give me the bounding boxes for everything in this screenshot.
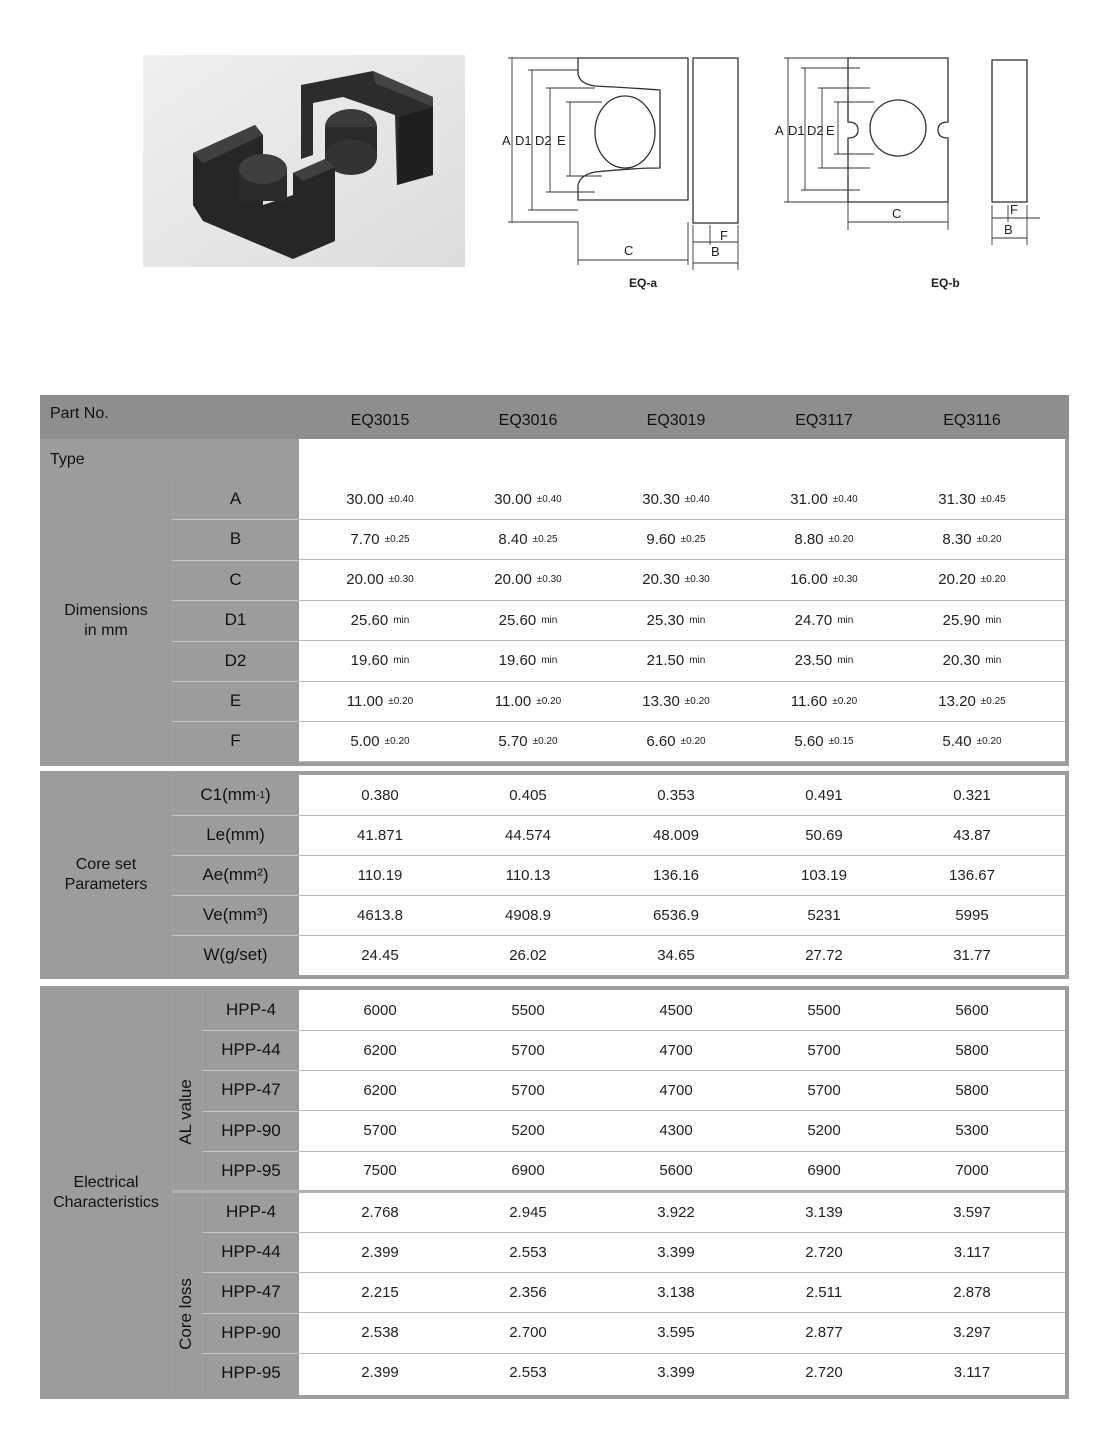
- core-row-label: W(g/set): [203, 945, 268, 964]
- loss-row-label: HPP-4: [225, 1202, 277, 1221]
- dim-value: 23.50: [794, 652, 833, 670]
- part-header-1: EQ3016: [498, 412, 558, 429]
- eq-b-drawing: [770, 50, 1050, 250]
- dim-label-b-b: B: [1004, 222, 1013, 237]
- dim-tolerance: ±0.40: [832, 493, 858, 505]
- dim-value: 5.40: [942, 732, 972, 750]
- al-value-cell: 5700: [807, 1041, 841, 1059]
- dim-value-cell: [764, 721, 884, 761]
- dim-label-f: F: [720, 228, 728, 243]
- core-row-label: Le(mm): [206, 825, 265, 844]
- core-value-cell: 0.321: [953, 786, 991, 804]
- al-row-label: HPP-90: [221, 1120, 281, 1140]
- dim-value: 16.00: [790, 571, 828, 589]
- dim-value: 11.00: [494, 692, 532, 710]
- al-value-cell: 4700: [659, 1081, 693, 1099]
- dim-tolerance: ±0.20: [828, 533, 854, 545]
- dim-tolerance: min: [393, 655, 410, 667]
- dim-value: 11.60: [790, 692, 828, 710]
- part-header-2: EQ3019: [646, 412, 706, 429]
- dim-label-d2-b: D2: [807, 123, 824, 138]
- dim-value-cell: [468, 600, 588, 640]
- dim-label-e: E: [557, 133, 566, 148]
- dim-tolerance: ±0.20: [980, 574, 1006, 586]
- dim-label-f-b: F: [1010, 202, 1018, 217]
- loss-value-cell: 3.139: [805, 1203, 843, 1221]
- al-value-cell: 6900: [807, 1162, 841, 1180]
- al-value-label: AL value: [176, 1079, 195, 1145]
- loss-value-cell: 2.945: [509, 1203, 547, 1221]
- dim-value-cell: [764, 519, 884, 559]
- dim-value: 21.50: [646, 652, 685, 670]
- core-value-cell: 31.77: [953, 946, 991, 964]
- al-value-cell: 7500: [363, 1162, 397, 1180]
- loss-row-label: HPP-47: [221, 1282, 281, 1302]
- al-value-cell: 5800: [955, 1081, 989, 1099]
- dim-label-d1-b: D1: [788, 123, 805, 138]
- part-no-label: Part No.: [50, 405, 109, 422]
- dim-value: 8.30: [942, 530, 972, 548]
- dim-tolerance: min: [837, 655, 854, 667]
- dim-tolerance: ±0.20: [536, 695, 562, 707]
- loss-value-cell: 2.356: [509, 1283, 547, 1301]
- dim-tolerance: min: [541, 614, 558, 626]
- dim-value-cell: [468, 681, 588, 721]
- dim-value-cell: [912, 600, 1032, 640]
- dim-value-cell: [764, 681, 884, 721]
- al-value-cell: 4300: [659, 1122, 693, 1140]
- loss-value-cell: 3.138: [657, 1283, 695, 1301]
- dim-tolerance: min: [541, 655, 558, 667]
- loss-value-cell: 2.700: [509, 1324, 547, 1342]
- al-value-cell: 5500: [807, 1001, 841, 1019]
- dim-tolerance: ±0.20: [384, 735, 410, 747]
- dim-value: 8.40: [498, 530, 528, 548]
- loss-value-cell: 3.399: [657, 1364, 695, 1382]
- dim-label-c: C: [624, 243, 634, 258]
- dim-row-label: B: [229, 529, 242, 549]
- dim-value: 31.00: [790, 490, 828, 508]
- dim-tolerance: min: [689, 655, 706, 667]
- dim-tolerance: ±0.40: [536, 493, 562, 505]
- core-row-label: Ae(mm²): [202, 865, 269, 884]
- dim-tolerance: ±0.30: [388, 574, 414, 586]
- loss-row-label: HPP-90: [221, 1322, 281, 1342]
- dim-tolerance: min: [689, 614, 706, 626]
- al-row-label: HPP-47: [221, 1080, 281, 1100]
- loss-value-cell: 2.878: [953, 1283, 991, 1301]
- loss-value-cell: 2.768: [361, 1203, 399, 1221]
- dim-value-cell: [320, 641, 440, 681]
- dim-value-cell: [912, 681, 1032, 721]
- loss-value-cell: 2.511: [805, 1283, 843, 1301]
- core-value-cell: 110.13: [505, 866, 551, 884]
- core-value-cell: 26.02: [509, 946, 547, 964]
- dim-tolerance: ±0.20: [680, 735, 706, 747]
- dim-value: 19.60: [350, 652, 389, 670]
- al-value-cell: 5600: [659, 1162, 693, 1180]
- dim-tolerance: min: [985, 655, 1002, 667]
- dim-value-cell: [320, 560, 440, 600]
- dim-value: 20.30: [942, 652, 981, 670]
- dim-value-cell: [764, 479, 884, 519]
- dim-tolerance: ±0.20: [976, 533, 1002, 545]
- electrical-table: [40, 986, 1069, 1399]
- core-set-table: [40, 771, 1069, 979]
- dim-value-cell: [764, 641, 884, 681]
- al-value-cell: 6200: [363, 1041, 397, 1059]
- dim-value: 20.30: [642, 571, 680, 589]
- loss-value-cell: 3.117: [953, 1364, 991, 1382]
- core-value-cell: 103.19: [801, 866, 847, 884]
- dim-value: 9.60: [646, 530, 676, 548]
- dim-row-label: C: [229, 569, 242, 589]
- dim-value: 25.60: [498, 611, 537, 629]
- core-value-cell: 5231: [807, 906, 841, 924]
- al-value-cell: 5700: [511, 1041, 545, 1059]
- dim-tolerance: ±0.20: [684, 695, 710, 707]
- dim-tolerance: ±0.40: [684, 493, 710, 505]
- dim-tolerance: ±0.25: [680, 533, 706, 545]
- core-value-cell: 0.405: [509, 786, 547, 804]
- dim-value: 5.00: [350, 732, 380, 750]
- dim-value-cell: [616, 560, 736, 600]
- dim-value: 13.30: [642, 692, 680, 710]
- loss-row-label: HPP-95: [221, 1362, 281, 1382]
- core-value-cell: 44.574: [505, 826, 551, 844]
- core-value-cell: 4613.8: [357, 906, 403, 924]
- dimensions-table: [40, 395, 1069, 766]
- type-label: Type: [50, 451, 85, 468]
- dim-value: 6.60: [646, 732, 676, 750]
- dim-value: 25.30: [646, 611, 685, 629]
- loss-value-cell: 2.553: [509, 1364, 547, 1382]
- core-value-cell: 24.45: [361, 946, 399, 964]
- dim-label-d1: D1: [515, 133, 532, 148]
- dim-tolerance: ±0.20: [532, 735, 558, 747]
- al-value-cell: 5700: [807, 1081, 841, 1099]
- eq-a-label: EQ-a: [629, 276, 658, 290]
- al-value-cell: 6200: [363, 1081, 397, 1099]
- dim-tolerance: ±0.15: [828, 735, 854, 747]
- dim-value-cell: [616, 479, 736, 519]
- dim-value: 8.80: [794, 530, 824, 548]
- dim-tolerance: ±0.25: [384, 533, 410, 545]
- dim-value-cell: [320, 519, 440, 559]
- dim-tolerance: ±0.25: [980, 695, 1006, 707]
- core-row-label: Ve(mm³): [202, 905, 269, 924]
- dim-value-cell: [912, 560, 1032, 600]
- core-value-cell: 136.67: [949, 866, 995, 884]
- dim-value: 30.30: [642, 490, 680, 508]
- dim-label-d2: D2: [535, 133, 552, 148]
- al-value-cell: 4500: [659, 1001, 693, 1019]
- dim-value-cell: [764, 560, 884, 600]
- al-value-cell: 5700: [363, 1122, 397, 1140]
- dim-tolerance: ±0.40: [388, 493, 414, 505]
- al-row-label: HPP-4: [225, 1000, 277, 1019]
- al-value-cell: 5300: [955, 1122, 989, 1140]
- core-value-cell: 6536.9: [653, 906, 699, 924]
- dim-value: 19.60: [498, 652, 537, 670]
- dim-value-cell: [468, 560, 588, 600]
- dim-value-cell: [320, 681, 440, 721]
- loss-value-cell: 2.538: [361, 1324, 399, 1342]
- dim-value-cell: [912, 519, 1032, 559]
- core-value-cell: 48.009: [653, 826, 699, 844]
- core-value-cell: 0.491: [805, 786, 843, 804]
- electrical-group-label: Electrical Characteristics: [53, 1173, 159, 1211]
- dim-value-cell: [468, 721, 588, 761]
- dim-row-label: D1: [224, 610, 247, 630]
- dim-label-e-b: E: [826, 123, 835, 138]
- loss-value-cell: 2.399: [361, 1243, 399, 1261]
- dim-tolerance: ±0.30: [832, 574, 858, 586]
- dim-value-cell: [912, 479, 1032, 519]
- al-value-cell: 5800: [955, 1041, 989, 1059]
- dim-value-cell: [468, 519, 588, 559]
- dim-label-c-b: C: [892, 206, 902, 221]
- core-value-cell: 27.72: [805, 946, 843, 964]
- dim-value: 13.20: [938, 692, 976, 710]
- part-header-0: EQ3015: [350, 412, 410, 429]
- core-value-cell: 110.19: [357, 866, 403, 884]
- dim-value: 31.30: [938, 490, 976, 508]
- dim-row-label: A: [229, 489, 242, 508]
- dim-tolerance: ±0.20: [388, 695, 414, 707]
- dim-value: 20.00: [494, 571, 532, 589]
- dim-tolerance: ±0.45: [980, 493, 1006, 505]
- dim-value: 30.00: [494, 490, 532, 508]
- dim-value-cell: [468, 641, 588, 681]
- ferrite-core-photo: [143, 55, 465, 267]
- dim-value: 20.00: [346, 571, 384, 589]
- eq-a-drawing: [500, 50, 750, 300]
- dim-value-cell: [320, 600, 440, 640]
- dim-tolerance: min: [985, 614, 1002, 626]
- al-value-cell: 6900: [511, 1162, 545, 1180]
- dim-value: 5.70: [498, 732, 528, 750]
- loss-value-cell: 3.922: [657, 1203, 695, 1221]
- al-value-cell: 4700: [659, 1041, 693, 1059]
- dim-tolerance: ±0.25: [532, 533, 558, 545]
- loss-value-cell: 3.117: [953, 1243, 991, 1261]
- core-value-cell: 41.871: [357, 826, 403, 844]
- eq-b-label: EQ-b: [931, 276, 960, 290]
- dim-tolerance: min: [837, 614, 854, 626]
- core-value-cell: 136.16: [653, 866, 699, 884]
- loss-value-cell: 3.597: [953, 1203, 991, 1221]
- loss-value-cell: 2.877: [805, 1324, 843, 1342]
- core-value-cell: 4908.9: [505, 906, 551, 924]
- core-loss-label: Core loss: [176, 1278, 195, 1350]
- dimensions-group-label: Dimensions in mm: [64, 601, 148, 639]
- dim-row-label: E: [229, 691, 242, 710]
- al-value-cell: 5200: [511, 1122, 545, 1140]
- dim-value-cell: [912, 721, 1032, 761]
- al-value-cell: 5600: [955, 1001, 989, 1019]
- dim-value: 11.00: [346, 692, 384, 710]
- dim-value: 30.00: [346, 490, 384, 508]
- dim-tolerance: ±0.30: [536, 574, 562, 586]
- loss-value-cell: 3.297: [953, 1324, 991, 1342]
- dim-value: 7.70: [350, 530, 380, 548]
- core-row-label: C1(mm -1 ): [200, 785, 271, 804]
- dim-value-cell: [616, 600, 736, 640]
- core-value-cell: 0.380: [361, 786, 399, 804]
- loss-value-cell: 2.553: [509, 1243, 547, 1261]
- part-header-4: EQ3116: [943, 412, 1001, 429]
- dim-value-cell: [616, 681, 736, 721]
- dim-tolerance: ±0.20: [976, 735, 1002, 747]
- dim-label-a-b: A: [775, 123, 784, 138]
- dim-value: 25.90: [942, 611, 981, 629]
- dim-value-cell: [320, 721, 440, 761]
- al-value-cell: 5700: [511, 1081, 545, 1099]
- loss-value-cell: 3.399: [657, 1243, 695, 1261]
- dim-value-cell: [320, 479, 440, 519]
- dim-tolerance: ±0.20: [832, 695, 858, 707]
- core-value-cell: 50.69: [805, 826, 843, 844]
- al-value-cell: 5500: [511, 1001, 545, 1019]
- loss-value-cell: 2.399: [361, 1364, 399, 1382]
- dim-value: 5.60: [794, 732, 824, 750]
- part-header-3: EQ3117: [795, 412, 853, 429]
- al-value-cell: 5200: [807, 1122, 841, 1140]
- dim-value: 24.70: [794, 611, 833, 629]
- core-value-cell: 0.353: [657, 786, 695, 804]
- dim-value-cell: [616, 641, 736, 681]
- loss-value-cell: 2.215: [361, 1283, 399, 1301]
- core-value-cell: 5995: [955, 906, 989, 924]
- dim-value-cell: [912, 641, 1032, 681]
- dim-value-cell: [468, 479, 588, 519]
- loss-row-label: HPP-44: [221, 1242, 281, 1262]
- dim-value-cell: [616, 519, 736, 559]
- dim-label-b: B: [711, 244, 720, 259]
- dim-tolerance: ±0.30: [684, 574, 710, 586]
- al-row-label: HPP-44: [221, 1040, 281, 1060]
- dim-row-label: F: [230, 731, 241, 751]
- dim-value: 20.20: [938, 571, 976, 589]
- loss-value-cell: 2.720: [805, 1243, 843, 1261]
- loss-value-cell: 3.595: [657, 1324, 695, 1342]
- dim-tolerance: min: [393, 614, 410, 626]
- al-value-cell: 6000: [363, 1001, 397, 1019]
- dim-label-a: A: [502, 133, 511, 148]
- core-set-group-label: Core set Parameters: [64, 856, 148, 893]
- dim-row-label: D2: [224, 650, 247, 670]
- dim-value-cell: [616, 721, 736, 761]
- dim-value: 25.60: [350, 611, 389, 629]
- al-value-cell: 7000: [955, 1162, 989, 1180]
- core-value-cell: 43.87: [953, 826, 991, 844]
- loss-value-cell: 2.720: [805, 1364, 843, 1382]
- al-row-label: HPP-95: [221, 1160, 281, 1180]
- core-value-cell: 34.65: [657, 946, 695, 964]
- dim-value-cell: [764, 600, 884, 640]
